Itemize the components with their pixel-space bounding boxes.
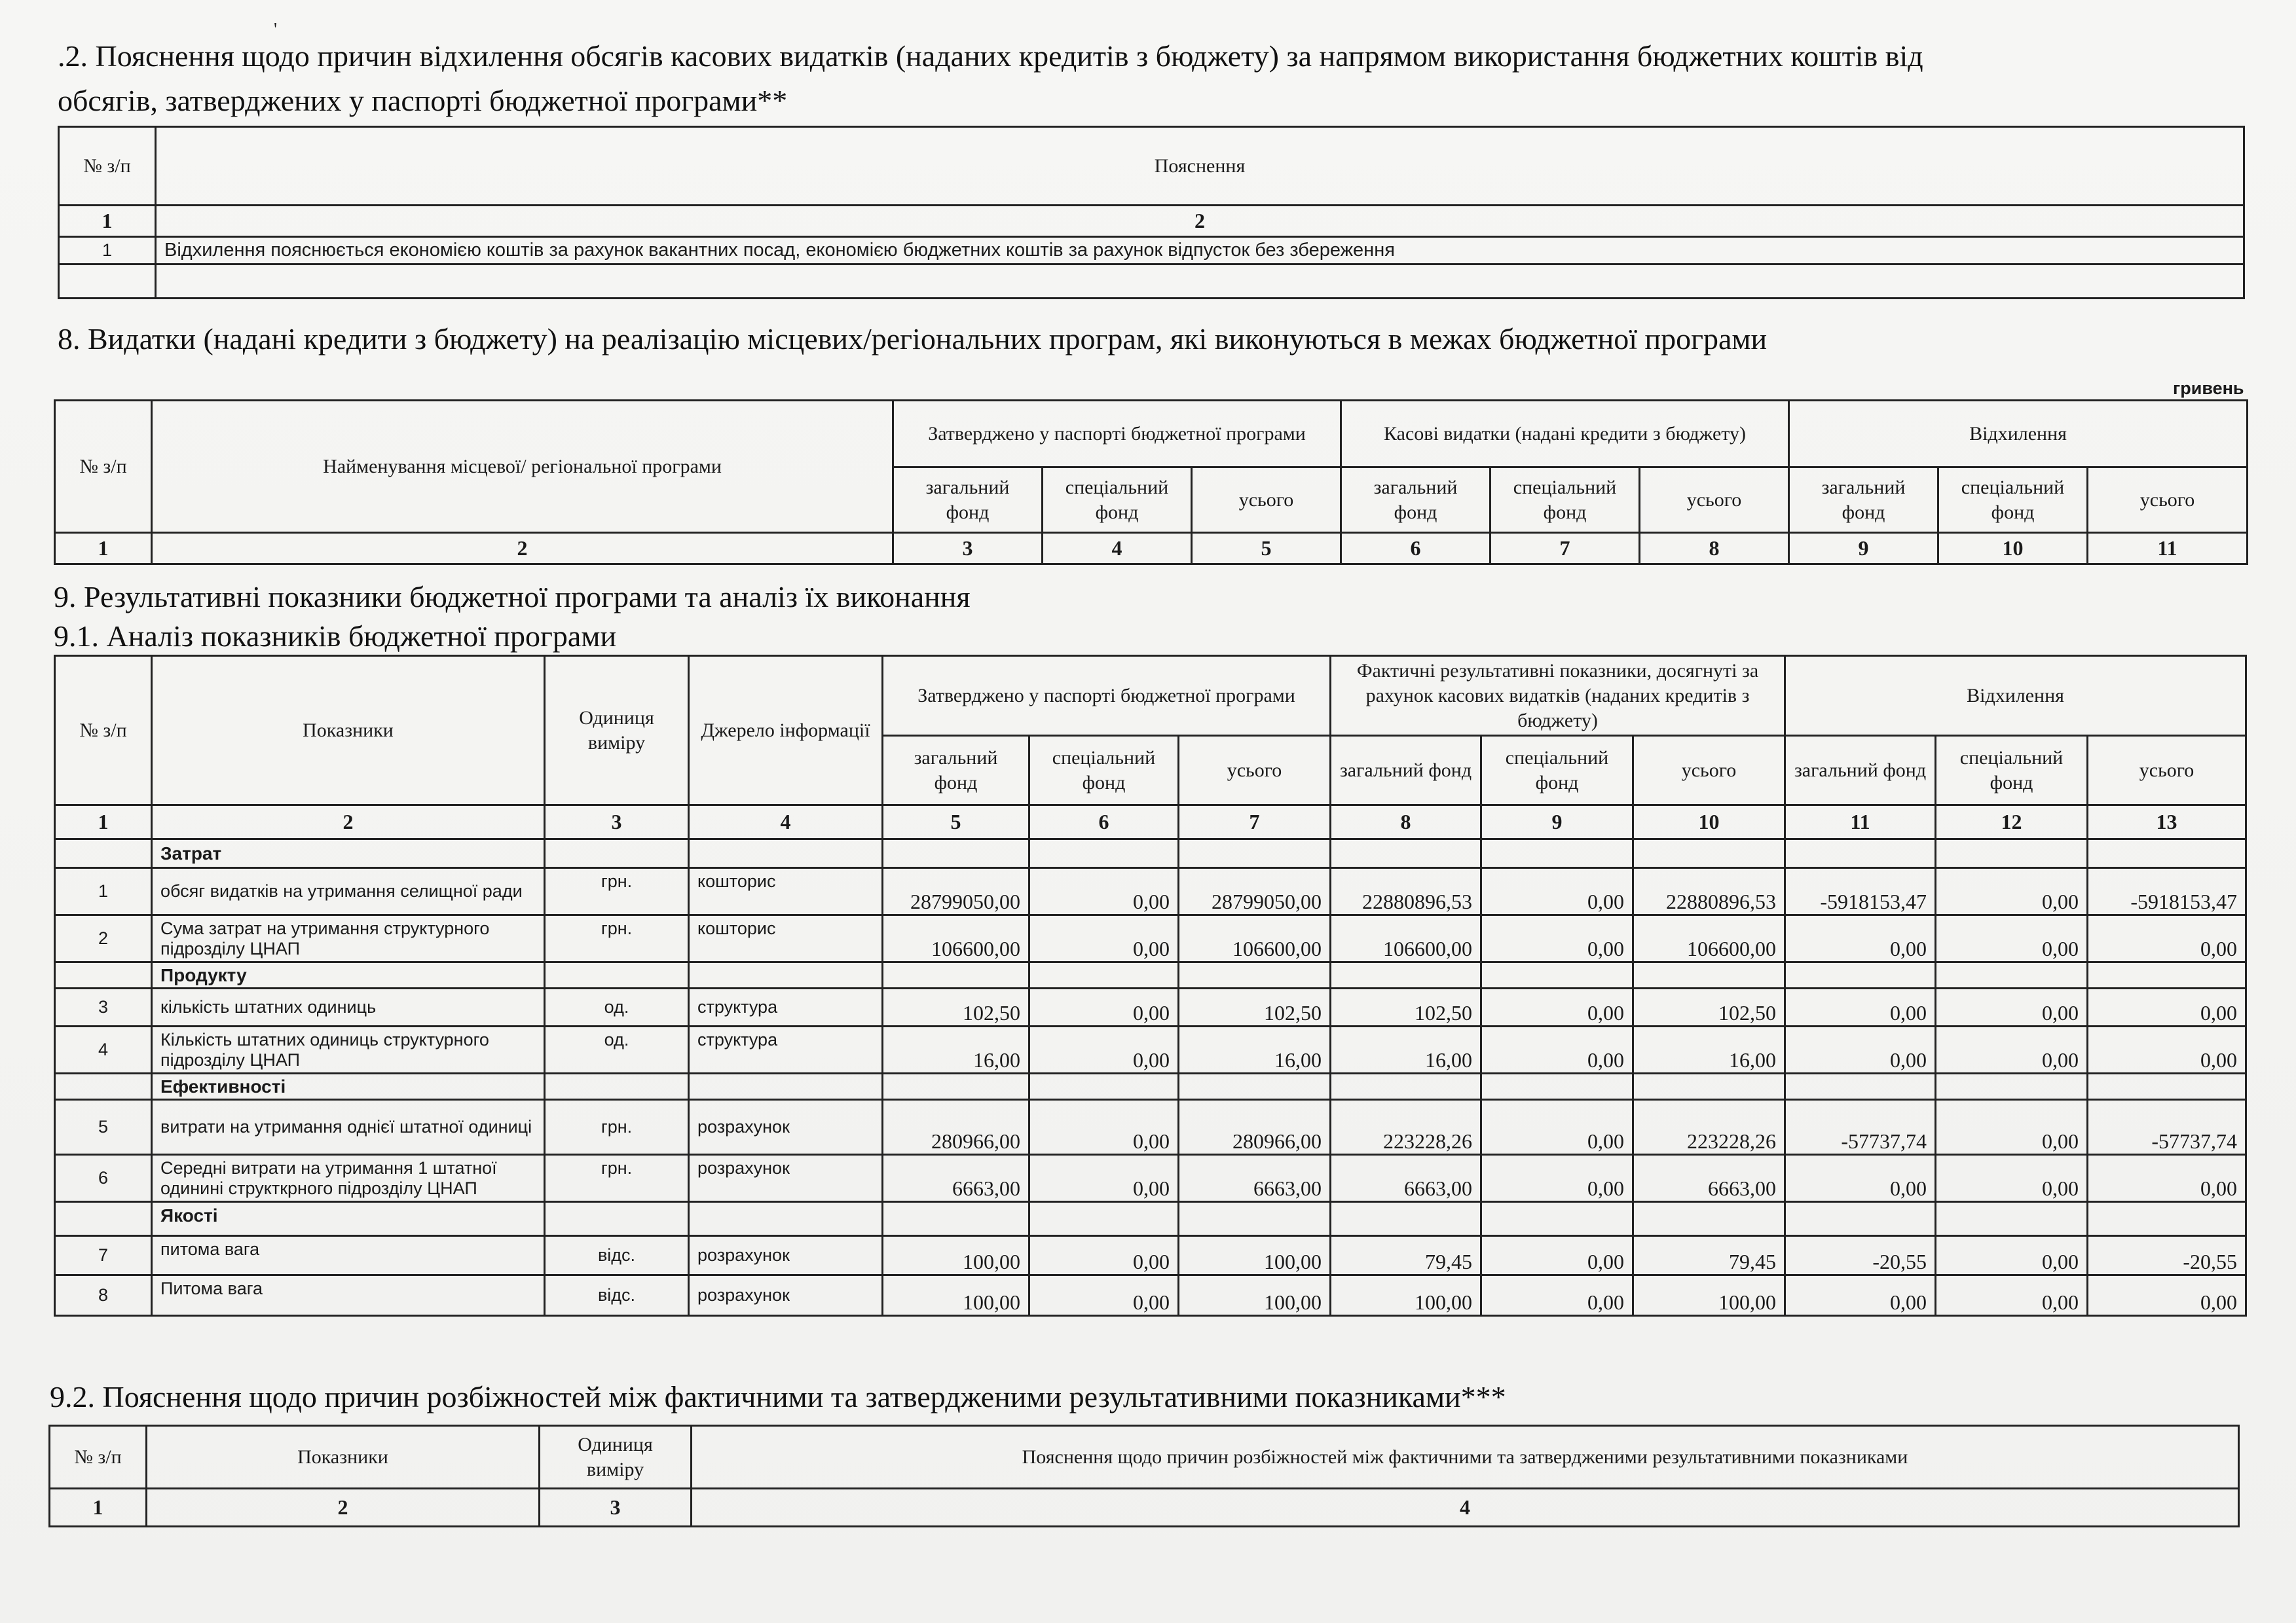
empty-cell [1481,1202,1633,1236]
section-9-2-title: 9.2. Пояснення щодо причин розбіжностей між фактичними та затвердженими результативними показниками*** [50,1380,1506,1413]
cell-value: -5918153,47 [1785,868,1936,915]
cell-value: 106600,00 [883,915,1029,962]
empty-cell [883,1202,1029,1236]
colnum: 7 [1491,533,1640,564]
table-8 [54,399,2248,565]
colnum: 10 [1938,533,2088,564]
cell-value: 0,00 [2088,989,2246,1027]
row-indicator: Питома вага [152,1275,545,1316]
cell-value: 0,00 [1481,1236,1633,1275]
cell-value: 106600,00 [1179,915,1331,962]
cell-value: 0,00 [1785,915,1936,962]
subheader-special-fund: спеціальний фонд [1491,467,1640,533]
subheader-general-fund: загальний фонд [883,736,1029,805]
row-unit: од. [545,989,689,1027]
empty-cell [1029,1202,1179,1236]
scan-mark: ' [274,20,278,40]
row-no: 8 [55,1275,152,1316]
row-indicator: кількість штатних одиниць [152,989,545,1027]
cell-value: 100,00 [883,1236,1029,1275]
row-unit: од. [545,1027,689,1074]
cell-value: 0,00 [1936,989,2088,1027]
cell-value: -20,55 [2088,1236,2246,1275]
cell-value: 16,00 [1633,1027,1785,1074]
empty-cell [1481,839,1633,868]
empty-cell [1633,1074,1785,1100]
cell-value: 0,00 [1481,989,1633,1027]
empty-cell [1785,962,1936,989]
cell-value: 0,00 [1029,1155,1179,1202]
empty-cell [59,264,156,299]
header-deviation: Відхилення [1789,401,2248,467]
colnum: 2 [152,805,545,839]
table-row [55,1155,2246,1202]
cell-value: 102,50 [1179,989,1331,1027]
colnum: 4 [1043,533,1192,564]
colnum: 12 [1936,805,2088,839]
cell-value: 0,00 [1029,915,1179,962]
cell-value: 22880896,53 [1331,868,1481,915]
empty-cell [1029,962,1179,989]
empty-cell [1179,1074,1331,1100]
header-no: № з/п [55,401,152,533]
row-no: 3 [55,989,152,1027]
cell-value: 100,00 [1179,1236,1331,1275]
subheader-general-fund: загальний фонд [1341,467,1491,533]
row-no: 5 [55,1100,152,1155]
row-unit: грн. [545,915,689,962]
row-no: 2 [55,915,152,962]
cell-value: 280966,00 [883,1100,1029,1155]
empty-cell [689,839,883,868]
table-row [55,868,2246,915]
row-source: кошторис [689,868,883,915]
cell-value: 0,00 [1936,868,2088,915]
empty-cell [545,839,689,868]
header-explanation: Пояснення [156,127,2244,206]
cell-value: 0,00 [1785,1027,1936,1074]
colnum: 1 [55,533,152,564]
row-indicator: питома вага [152,1236,545,1275]
row-unit: грн. [545,1100,689,1155]
cell-value: 102,50 [1331,989,1481,1027]
colnum: 3 [893,533,1043,564]
empty-cell [1936,1202,2088,1236]
colnum: 6 [1029,805,1179,839]
group-row-product [55,962,2246,989]
row-indicator: витрати на утримання однієї штатної одиниці [152,1100,545,1155]
cell-value: 100,00 [883,1275,1029,1316]
header-approved: Затверджено у паспорті бюджетної програми [893,401,1341,467]
cell-value: 79,45 [1633,1236,1785,1275]
subheader-total: усього [1640,467,1789,533]
cell-value: 22880896,53 [1633,868,1785,915]
cell-value: 0,00 [1029,1275,1179,1316]
empty-cell [55,1074,152,1100]
cell-value: 223228,26 [1331,1100,1481,1155]
empty-cell [1331,1074,1481,1100]
subheader-total: усього [1633,736,1785,805]
cell-value: 0,00 [2088,1027,2246,1074]
table-row [55,1027,2246,1074]
table-9-1 [54,655,2247,1317]
header-actual: Фактичні результативні показники, досягнуті за рахунок касових видатків (наданих кредитів з бюджету) [1331,656,1785,736]
empty-cell [2088,839,2246,868]
cell-value: 223228,26 [1633,1100,1785,1155]
cell-value: 0,00 [2088,915,2246,962]
empty-cell [1179,962,1331,989]
cell-value: 100,00 [1633,1275,1785,1316]
cell-value: 0,00 [1481,1155,1633,1202]
empty-cell [689,1074,883,1100]
row-no: 1 [55,868,152,915]
row-no: 6 [55,1155,152,1202]
cell-value: 106600,00 [1331,915,1481,962]
colnum: 1 [55,805,152,839]
cell-value: -20,55 [1785,1236,1936,1275]
colnum: 7 [1179,805,1331,839]
colnum: 11 [1785,805,1936,839]
empty-cell [1481,1074,1633,1100]
subheader-general-fund: загальний фонд [893,467,1043,533]
cell-value: 0,00 [1029,1236,1179,1275]
cell-value: 102,50 [883,989,1029,1027]
subheader-total: усього [2088,467,2248,533]
subheader-special-fund: спеціальний фонд [1936,736,2088,805]
colnum: 5 [1192,533,1341,564]
table-row [55,915,2246,962]
row-source: кошторис [689,915,883,962]
group-label-product: Продукту [152,962,545,989]
row-no: 1 [59,237,156,264]
subheader-general-fund: загальний фонд [1331,736,1481,805]
subheader-total: усього [1192,467,1341,533]
subheader-special-fund: спеціальний фонд [1938,467,2088,533]
unit-label: гривень [2173,378,2244,398]
row-unit: грн. [545,868,689,915]
colnum: 5 [883,805,1029,839]
colnum: 3 [545,805,689,839]
cell-value: 0,00 [1785,989,1936,1027]
header-deviation: Відхилення [1785,656,2246,736]
subheader-total: усього [1179,736,1331,805]
cell-value: 0,00 [1029,1027,1179,1074]
cell-value: 0,00 [1481,1100,1633,1155]
cell-value: 79,45 [1331,1236,1481,1275]
cell-value: 0,00 [1481,915,1633,962]
cell-value: 0,00 [2088,1275,2246,1316]
empty-cell [1633,962,1785,989]
colnum: 13 [2088,805,2246,839]
table-row [55,989,2246,1027]
row-explanation: Відхилення пояснюється економією коштів за рахунок вакантних посад, економією бюджетних коштів за рахунок відпусток без збереження [156,237,2244,264]
cell-value: 0,00 [1785,1155,1936,1202]
cell-value: 102,50 [1633,989,1785,1027]
colnum: 9 [1789,533,1938,564]
table-row [55,1275,2246,1316]
empty-cell [1179,1202,1331,1236]
section-7-2-title-line1: .2. Пояснення щодо причин відхилення обсягів касових видатків (наданих кредитів з бюджету) за напрямом використання бюджетних коштів від [58,39,1923,73]
empty-cell [1936,1074,2088,1100]
empty-cell [2088,962,2246,989]
row-indicator: Кількість штатних одиниць структурного підрозділу ЦНАП [152,1027,545,1074]
cell-value: 0,00 [1481,1027,1633,1074]
empty-cell [1785,1074,1936,1100]
row-source: розрахунок [689,1155,883,1202]
cell-value: 100,00 [1331,1275,1481,1316]
cell-value: 100,00 [1179,1275,1331,1316]
cell-value: -57737,74 [2088,1100,2246,1155]
colnum: 9 [1481,805,1633,839]
empty-cell [1331,962,1481,989]
empty-cell [156,264,2244,299]
row-indicator: Сума затрат на утримання структурного підрозділу ЦНАП [152,915,545,962]
section-9-1-title: 9.1. Аналіз показників бюджетної програми [54,619,617,653]
row-unit: грн. [545,1155,689,1202]
group-row-quality [55,1202,2246,1236]
cell-value: 28799050,00 [1179,868,1331,915]
empty-cell [1179,839,1331,868]
colnum-2: 2 [156,206,2244,237]
row-unit: відс. [545,1275,689,1316]
colnum: 8 [1640,533,1789,564]
header-explanation: Пояснення щодо причин розбіжностей між фактичними та затвердженими результативними показниками [692,1426,2239,1489]
cell-value: 16,00 [1179,1027,1331,1074]
empty-cell [1936,962,2088,989]
header-no: № з/п [55,656,152,805]
cell-value: 6663,00 [883,1155,1029,1202]
header-indicators: Показники [152,656,545,805]
colnum: 8 [1331,805,1481,839]
cell-value: -5918153,47 [2088,868,2246,915]
group-row-efficiency [55,1074,2246,1100]
empty-cell [2088,1074,2246,1100]
colnum: 1 [50,1489,147,1527]
empty-cell [545,1074,689,1100]
empty-cell [55,962,152,989]
empty-cell [1331,839,1481,868]
row-indicator: Середні витрати на утримання 1 штатної одинині структкрного підрозділу ЦНАП [152,1155,545,1202]
cell-value: 0,00 [1029,868,1179,915]
empty-cell [1331,1202,1481,1236]
cell-value: 0,00 [1785,1275,1936,1316]
row-source: розрахунок [689,1100,883,1155]
section-8-title: 8. Видатки (надані кредити з бюджету) на реалізацію місцевих/регіональних програм, які виконуються в межах бюджетної програми [58,322,1768,356]
empty-cell [883,1074,1029,1100]
table-9-2 [48,1425,2240,1527]
empty-cell [55,1202,152,1236]
cell-value: 0,00 [1936,1027,2088,1074]
table-row [55,1100,2246,1155]
header-approved: Затверджено у паспорті бюджетної програми [883,656,1331,736]
header-unit: Одиниця виміру [545,656,689,805]
empty-cell [689,1202,883,1236]
header-indicators: Показники [147,1426,540,1489]
empty-cell [2088,1202,2246,1236]
row-no: 4 [55,1027,152,1074]
row-source: структура [689,1027,883,1074]
subheader-total: усього [2088,736,2246,805]
empty-cell [1785,1202,1936,1236]
row-source: розрахунок [689,1275,883,1316]
cell-value: 0,00 [1481,868,1633,915]
cell-value: 0,00 [1936,1275,2088,1316]
colnum: 4 [692,1489,2239,1527]
group-label-efficiency: Ефективності [152,1074,545,1100]
colnum-1: 1 [59,206,156,237]
empty-cell [883,839,1029,868]
group-label-cost: Затрат [152,839,545,868]
empty-cell [1029,839,1179,868]
cell-value: 106600,00 [1633,915,1785,962]
colnum: 4 [689,805,883,839]
colnum: 2 [152,533,893,564]
empty-cell [689,962,883,989]
cell-value: 280966,00 [1179,1100,1331,1155]
cell-value: 6663,00 [1633,1155,1785,1202]
subheader-special-fund: спеціальний фонд [1029,736,1179,805]
group-row-cost [55,839,2246,868]
empty-cell [545,1202,689,1236]
cell-value: 0,00 [1481,1275,1633,1316]
colnum: 10 [1633,805,1785,839]
subheader-general-fund: загальний фонд [1785,736,1936,805]
row-source: розрахунок [689,1236,883,1275]
row-source: структура [689,989,883,1027]
empty-cell [1936,839,2088,868]
cell-value: 0,00 [1029,1100,1179,1155]
cell-value: 0,00 [1936,1100,2088,1155]
cell-value: 0,00 [1936,1155,2088,1202]
group-label-quality: Якості [152,1202,545,1236]
cell-value: 6663,00 [1179,1155,1331,1202]
colnum: 3 [540,1489,692,1527]
row-unit: відс. [545,1236,689,1275]
row-indicator: обсяг видатків на утримання селищної ради [152,868,545,915]
section-7-2-title-line2: обсягів, затверджених у паспорті бюджетної програми** [58,84,788,117]
colnum: 2 [147,1489,540,1527]
header-no: № з/п [59,127,156,206]
cell-value: 0,00 [1029,989,1179,1027]
header-cash-expenses: Касові видатки (надані кредити з бюджету) [1341,401,1789,467]
header-program-name: Найменування місцевої/ регіональної програми [152,401,893,533]
subheader-general-fund: загальний фонд [1789,467,1938,533]
cell-value: 0,00 [1936,915,2088,962]
cell-value: 16,00 [883,1027,1029,1074]
colnum: 11 [2088,533,2248,564]
header-no: № з/п [50,1426,147,1489]
table-7-2 [58,126,2245,299]
empty-cell [1633,1202,1785,1236]
cell-value: 28799050,00 [883,868,1029,915]
empty-cell [1029,1074,1179,1100]
cell-value: -57737,74 [1785,1100,1936,1155]
cell-value: 0,00 [2088,1155,2246,1202]
subheader-special-fund: спеціальний фонд [1043,467,1192,533]
header-source: Джерело інформації [689,656,883,805]
cell-value: 16,00 [1331,1027,1481,1074]
empty-cell [1481,962,1633,989]
empty-cell [1633,839,1785,868]
section-9-title: 9. Результативні показники бюджетної програми та аналіз їх виконання [54,580,971,613]
colnum: 6 [1341,533,1491,564]
empty-cell [545,962,689,989]
cell-value: 6663,00 [1331,1155,1481,1202]
subheader-special-fund: спеціальний фонд [1481,736,1633,805]
row-no: 7 [55,1236,152,1275]
empty-cell [883,962,1029,989]
empty-cell [1785,839,1936,868]
empty-cell [55,839,152,868]
table-row [55,1236,2246,1275]
header-unit: Одиниця виміру [540,1426,692,1489]
cell-value: 0,00 [1936,1236,2088,1275]
